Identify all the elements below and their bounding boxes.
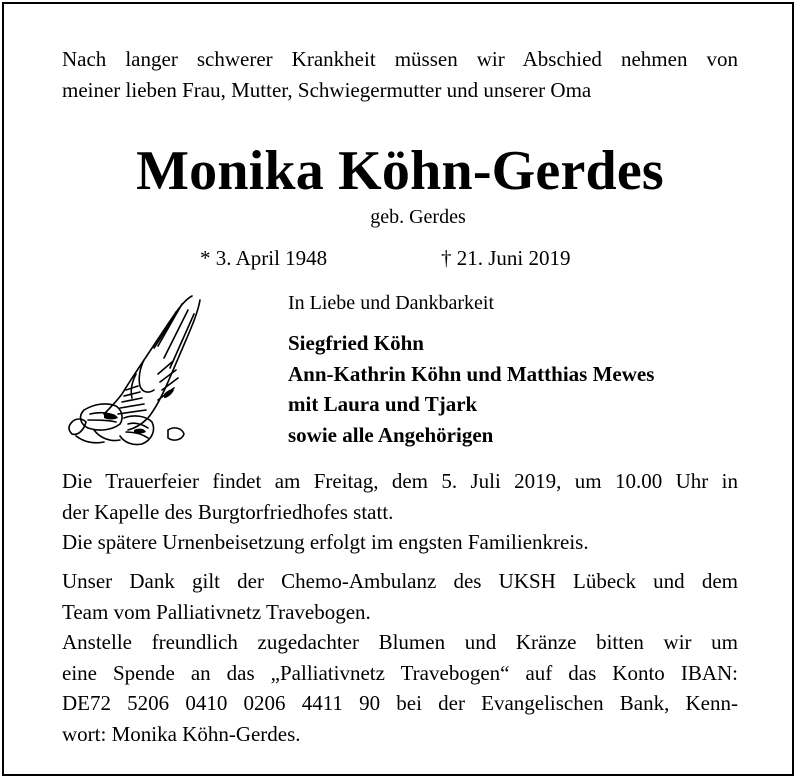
death-date: † 21. Juni 2019 [441, 246, 571, 270]
mourners-list [288, 328, 654, 450]
deceased-name: Monika Köhn-Gerdes [136, 140, 664, 202]
service-line: Die Trauerfeier findet am Freitag, dem 5. Juli 2019, um 10.00 Uhr in [62, 469, 738, 493]
thanks-line: eine Spende an das „Palliativnetz Travebogen“ auf das Konto IBAN: [62, 660, 738, 685]
service-line: der Kapelle des Burgtorfriedhofes statt. [62, 499, 394, 524]
mourner-line: Ann-Kathrin Köhn und Matthias Mewes [288, 361, 655, 386]
thanks-line: DE72 5206 0410 0206 4411 90 bei der Evangelischen Bank, Kenn- [62, 691, 738, 715]
mourner-line: Siegfried Köhn [288, 331, 424, 355]
intro-text [62, 44, 738, 105]
closing-phrase: In Liebe und Dankbarkeit [288, 292, 495, 314]
service-line: Die spätere Urnenbeisetzung erfolgt im engsten Familienkreis. [62, 530, 589, 554]
intro-line: meiner lieben Frau, Mutter, Schwiegermutter und unserer Oma [62, 77, 592, 102]
praying-hands-icon [64, 290, 214, 450]
thanks-line: wort: Monika Köhn-Gerdes. [62, 721, 301, 746]
mourner-line: mit Laura und Tjark [288, 392, 478, 416]
thanks-line: Anstelle freundlich zugedachter Blumen und Kränze bitten wir um [62, 630, 738, 654]
thanks-line: Unser Dank gilt der Chemo-Ambulanz des UKSH Lübeck und dem [62, 569, 738, 593]
thanks-line: Team vom Palliativnetz Travebogen. [62, 599, 371, 624]
service-text [62, 466, 738, 558]
thanks-text [62, 566, 738, 749]
birth-date: * 3. April 1948 [200, 246, 328, 270]
mourner-line: sowie alle Angehörigen [288, 422, 494, 447]
intro-line: Nach langer schwerer Krankheit müssen wir Abschied nehmen von [62, 47, 738, 71]
maiden-name: geb. Gerdes [370, 206, 466, 228]
